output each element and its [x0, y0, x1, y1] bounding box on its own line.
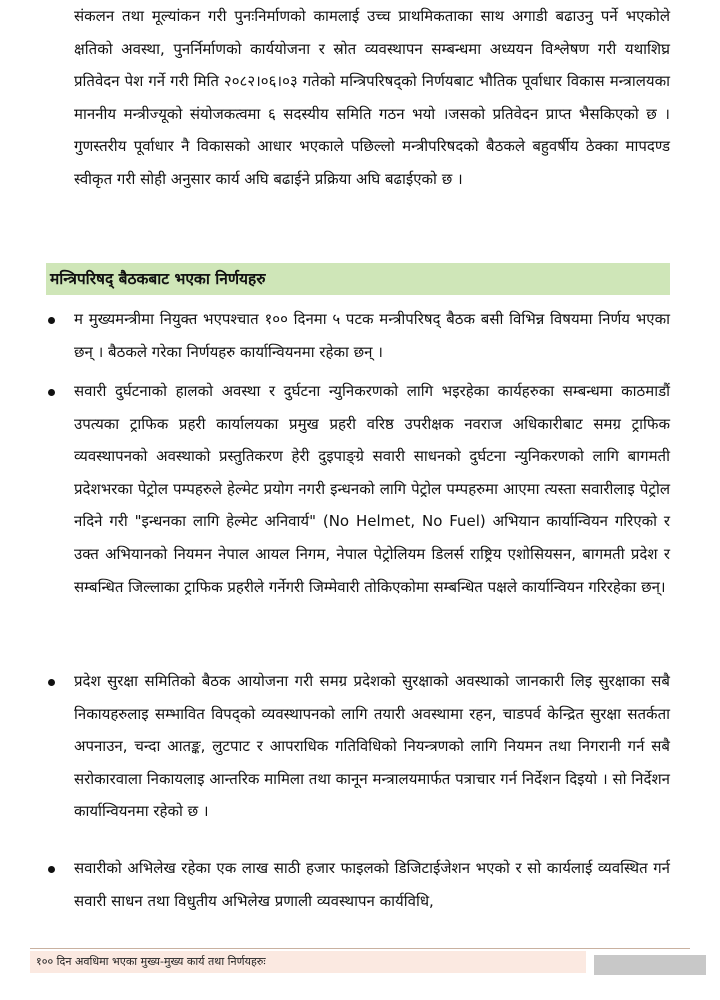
bullet-icon	[48, 317, 55, 324]
section-heading: मन्त्रिपरिषद् बैठकबाट भएका निर्णयहरु	[46, 263, 670, 295]
intro-paragraph: संकलन तथा मूल्यांकन गरी पुनःनिर्माणको कामलाई उच्च प्राथमिकताका साथ अगाडी बढाउनु पर्ने भएकोले क्षतिको अवस्था, पुनर्निर्माणको कार्ययोजना र स्रोत व्यवस्थापन सम्बन्धमा अध्ययन विश्लेषण गरी यथाशिघ्र प्रतिवेदन पेश गर्ने गरी मिति २०८२।०६।०३ गतेको मन्त्रिपरिषद्को निर्णयबाट भौतिक पूर्वाधार विकास मन्त्रालयका माननीय मन्त्रीज्यूको संयोजकत्वमा ६ सदस्यीय समिति गठन भयो ।जसको प्रतिवेदन प्राप्त भैसकिएको छ । गुणस्तरीय पूर्वाधार नै विकासको आधार भएकाले पछिल्लो मन्त्रीपरिषदको बैठकले बहुवर्षीय ठेक्का मापदण्ड स्वीकृत गरी सोही अनुसार कार्य अघि बढाईने प्रक्रिया अघि बढाईएको छ ।	[74, 7, 670, 188]
list-item-text: सवारी दुर्घटनाको हालको अवस्था र दुर्घटना न्युनिकरणको लागि भइरहेका कार्यहरुका सम्बन्धमा काठमाडौं उपत्यका ट्राफिक प्रहरी कार्यालयका प्रमुख प्रहरी वरिष्ठ उपरीक्षक नवराज अधिकारीबाट समग्र ट्राफिक व्यवस्थापनको अवस्थाको प्रस्तुतिकरण हेरी दुइपाङ्ग्रे सवारी साधनको दुर्घटना न्युनिकरणको लागि बागमती प्रदेशभरका पेट्रोल पम्पहरुले हेल्मेट प्रयोग नगरी इन्धनको लागि पेट्रोल पम्पहरुमा आएमा त्यस्ता सवारीलाइ पेट्रोल नदिने गरी "इन्धनका लागि हेल्मेट अनिवार्य" (No Helmet, No Fuel) अभियान कार्यान्वियन गरिएको र उक्त अभियानको नियमन नेपाल आयल निगम, नेपाल पेट्रोलियम डिलर्स राष्ट्रिय एशोसियसन, बागमती प्रदेश र सम्बन्धित जिल्लाका ट्राफिक प्रहरीले गर्नेगरी जिम्मेवारी तोकिएकोमा सम्बन्धित पक्षले कार्यान्वियन गरिरहेका छन्।	[74, 382, 670, 596]
footer-divider	[30, 948, 690, 949]
list-item-text: म मुख्यमन्त्रीमा नियुक्त भएपश्चात १०० दिनमा ५ पटक मन्त्रीपरिषद् बैठक बसी विभिन्न विषयमा निर्णय भएका छन् । बैठकले गरेका निर्णयहरु कार्यान्वियनमा रहेका छन् ।	[74, 310, 670, 361]
list-item-text: सवारीको अभिलेख रहेका एक लाख साठी हजार फाइलको डिजिटाईजेशन भएको र सो कार्यलाई व्यवस्थित गर्न सवारी साधन तथा विधुतीय अभिलेख प्रणाली व्यवस्थापन कार्यविधि,	[74, 859, 670, 910]
bullet-icon	[48, 679, 55, 686]
list-item-text: प्रदेश सुरक्षा समितिको बैठक आयोजना गरी समग्र प्रदेशको सुरक्षाको अवस्थाको जानकारी लिइ सुरक्षाका सबै निकायहरुलाइ सम्भावित विपद्को व्यवस्थापनको लागि तयारी अवस्थामा रहन, चाडपर्व केन्द्रित सुरक्षा सतर्कता अपनाउन, चन्दा आतङ्क, लुटपाट र आपराधिक गतिविधिको नियन्त्रणको लागि नियमन तथा निगरानी गर्न सबै सरोकारवाला निकायलाइ आन्तरिक मामिला तथा कानून मन्त्रालयमार्फत पत्राचार गर्न निर्देशन दिइयो । सो निर्देशन कार्यान्वियनमा रहेको छ ।	[74, 672, 670, 821]
footer-page-block	[594, 955, 706, 975]
bullet-icon	[48, 866, 55, 873]
bullet-icon	[48, 389, 55, 396]
page-footer: १०० दिन अवधिमा भएका मुख्य-मुख्य कार्य तथा निर्णयहरुः	[30, 951, 586, 973]
